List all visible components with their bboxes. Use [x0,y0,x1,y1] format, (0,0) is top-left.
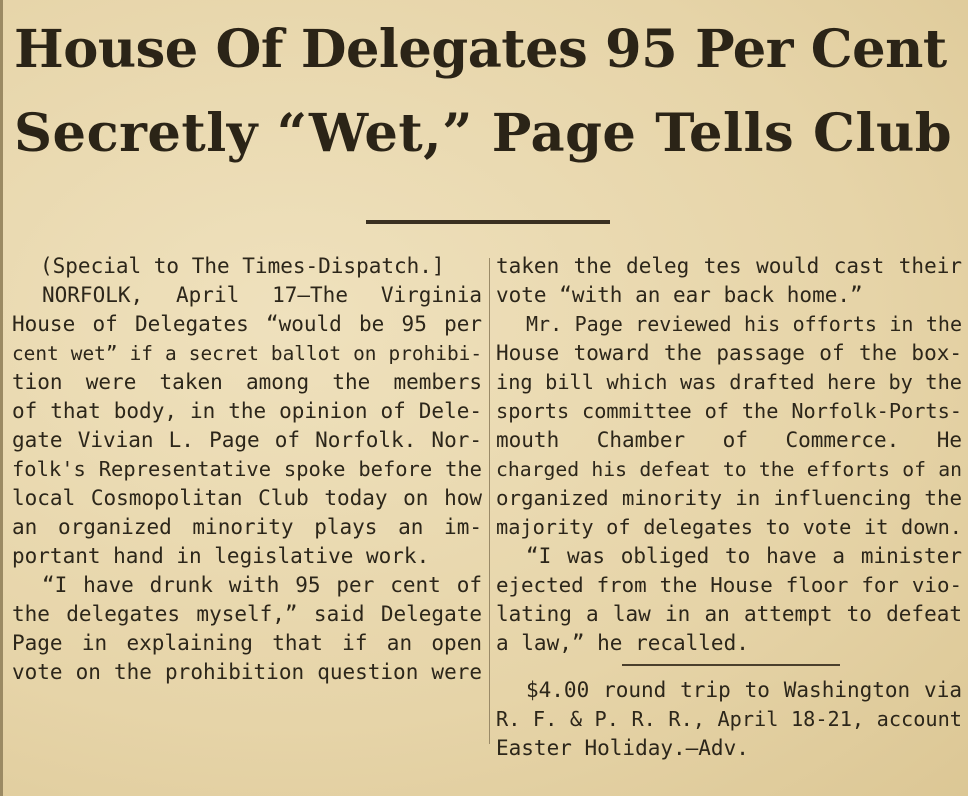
article-line: portant hand in legislative work. [12,544,430,568]
advertisement-line: R. F. & P. R. R., April 18-21, account [496,707,962,731]
headline-line-1: House Of Delegates 95 Per Cent [14,19,947,80]
dateline-credit: (Special to The Times-Dispatch.] [40,254,445,278]
article-line: tion were taken among the members [12,370,482,394]
article-line: NORFOLK, April 17—The Virginia [42,283,482,307]
article-line: charged his defeat to the efforts of an [496,458,962,481]
article-line: vote on the prohibition question were [12,660,482,684]
article-line: sports committee of the Norfolk-Ports- [496,399,962,423]
article-line: folk's Representative spoke before the [12,457,482,481]
article-line: vote “with an ear back home.” [496,283,863,307]
article-line: House of Delegates “would be 95 per [12,312,482,336]
article-line: the delegates myself,” said Delegate [12,602,482,626]
advertisement-divider [622,664,840,666]
article-line: majority of delegates to vote it down. [496,515,962,539]
advertisement-line: Easter Holiday.—Adv. [496,736,749,760]
headline-line-2: Secretly “Wet,” Page Tells Club [14,103,953,164]
article-line: cent wet” if a secret ballot on prohibi- [12,342,482,365]
article-line: ing bill which was drafted here by the [496,370,962,394]
article-line: “I was obliged to have a minister [526,544,962,568]
article-line: an organized minority plays an im- [12,515,482,539]
article-line: taken the deleg tes would cast their [496,254,962,278]
article-line: House toward the passage of the box- [496,341,962,365]
advertisement [496,676,962,763]
advertisement-line: $4.00 round trip to Washington via [526,678,962,702]
article-line: mouth Chamber of Commerce. He [496,428,962,452]
article-line: ejected from the House floor for vio- [496,573,962,597]
article-line: a law,” he recalled. [496,631,749,655]
article-line: lating a law in an attempt to defeat [496,602,962,626]
article-line: of that body, in the opinion of Dele- [12,399,482,423]
clipping-edge [0,0,3,796]
article-line: Page in explaining that if an open [12,631,482,655]
headline [14,8,959,176]
article-column-1 [12,252,482,687]
article-column-2 [496,252,962,658]
headline-divider [366,220,610,224]
article-line: Mr. Page reviewed his offorts in the [526,312,962,336]
article-line: local Cosmopolitan Club today on how [12,486,482,510]
column-divider [489,258,490,744]
article-line: organized minority in influencing the [496,486,962,510]
article-line: “I have drunk with 95 per cent of [42,573,482,597]
article-line: gate Vivian L. Page of Norfolk. Nor- [12,428,482,452]
